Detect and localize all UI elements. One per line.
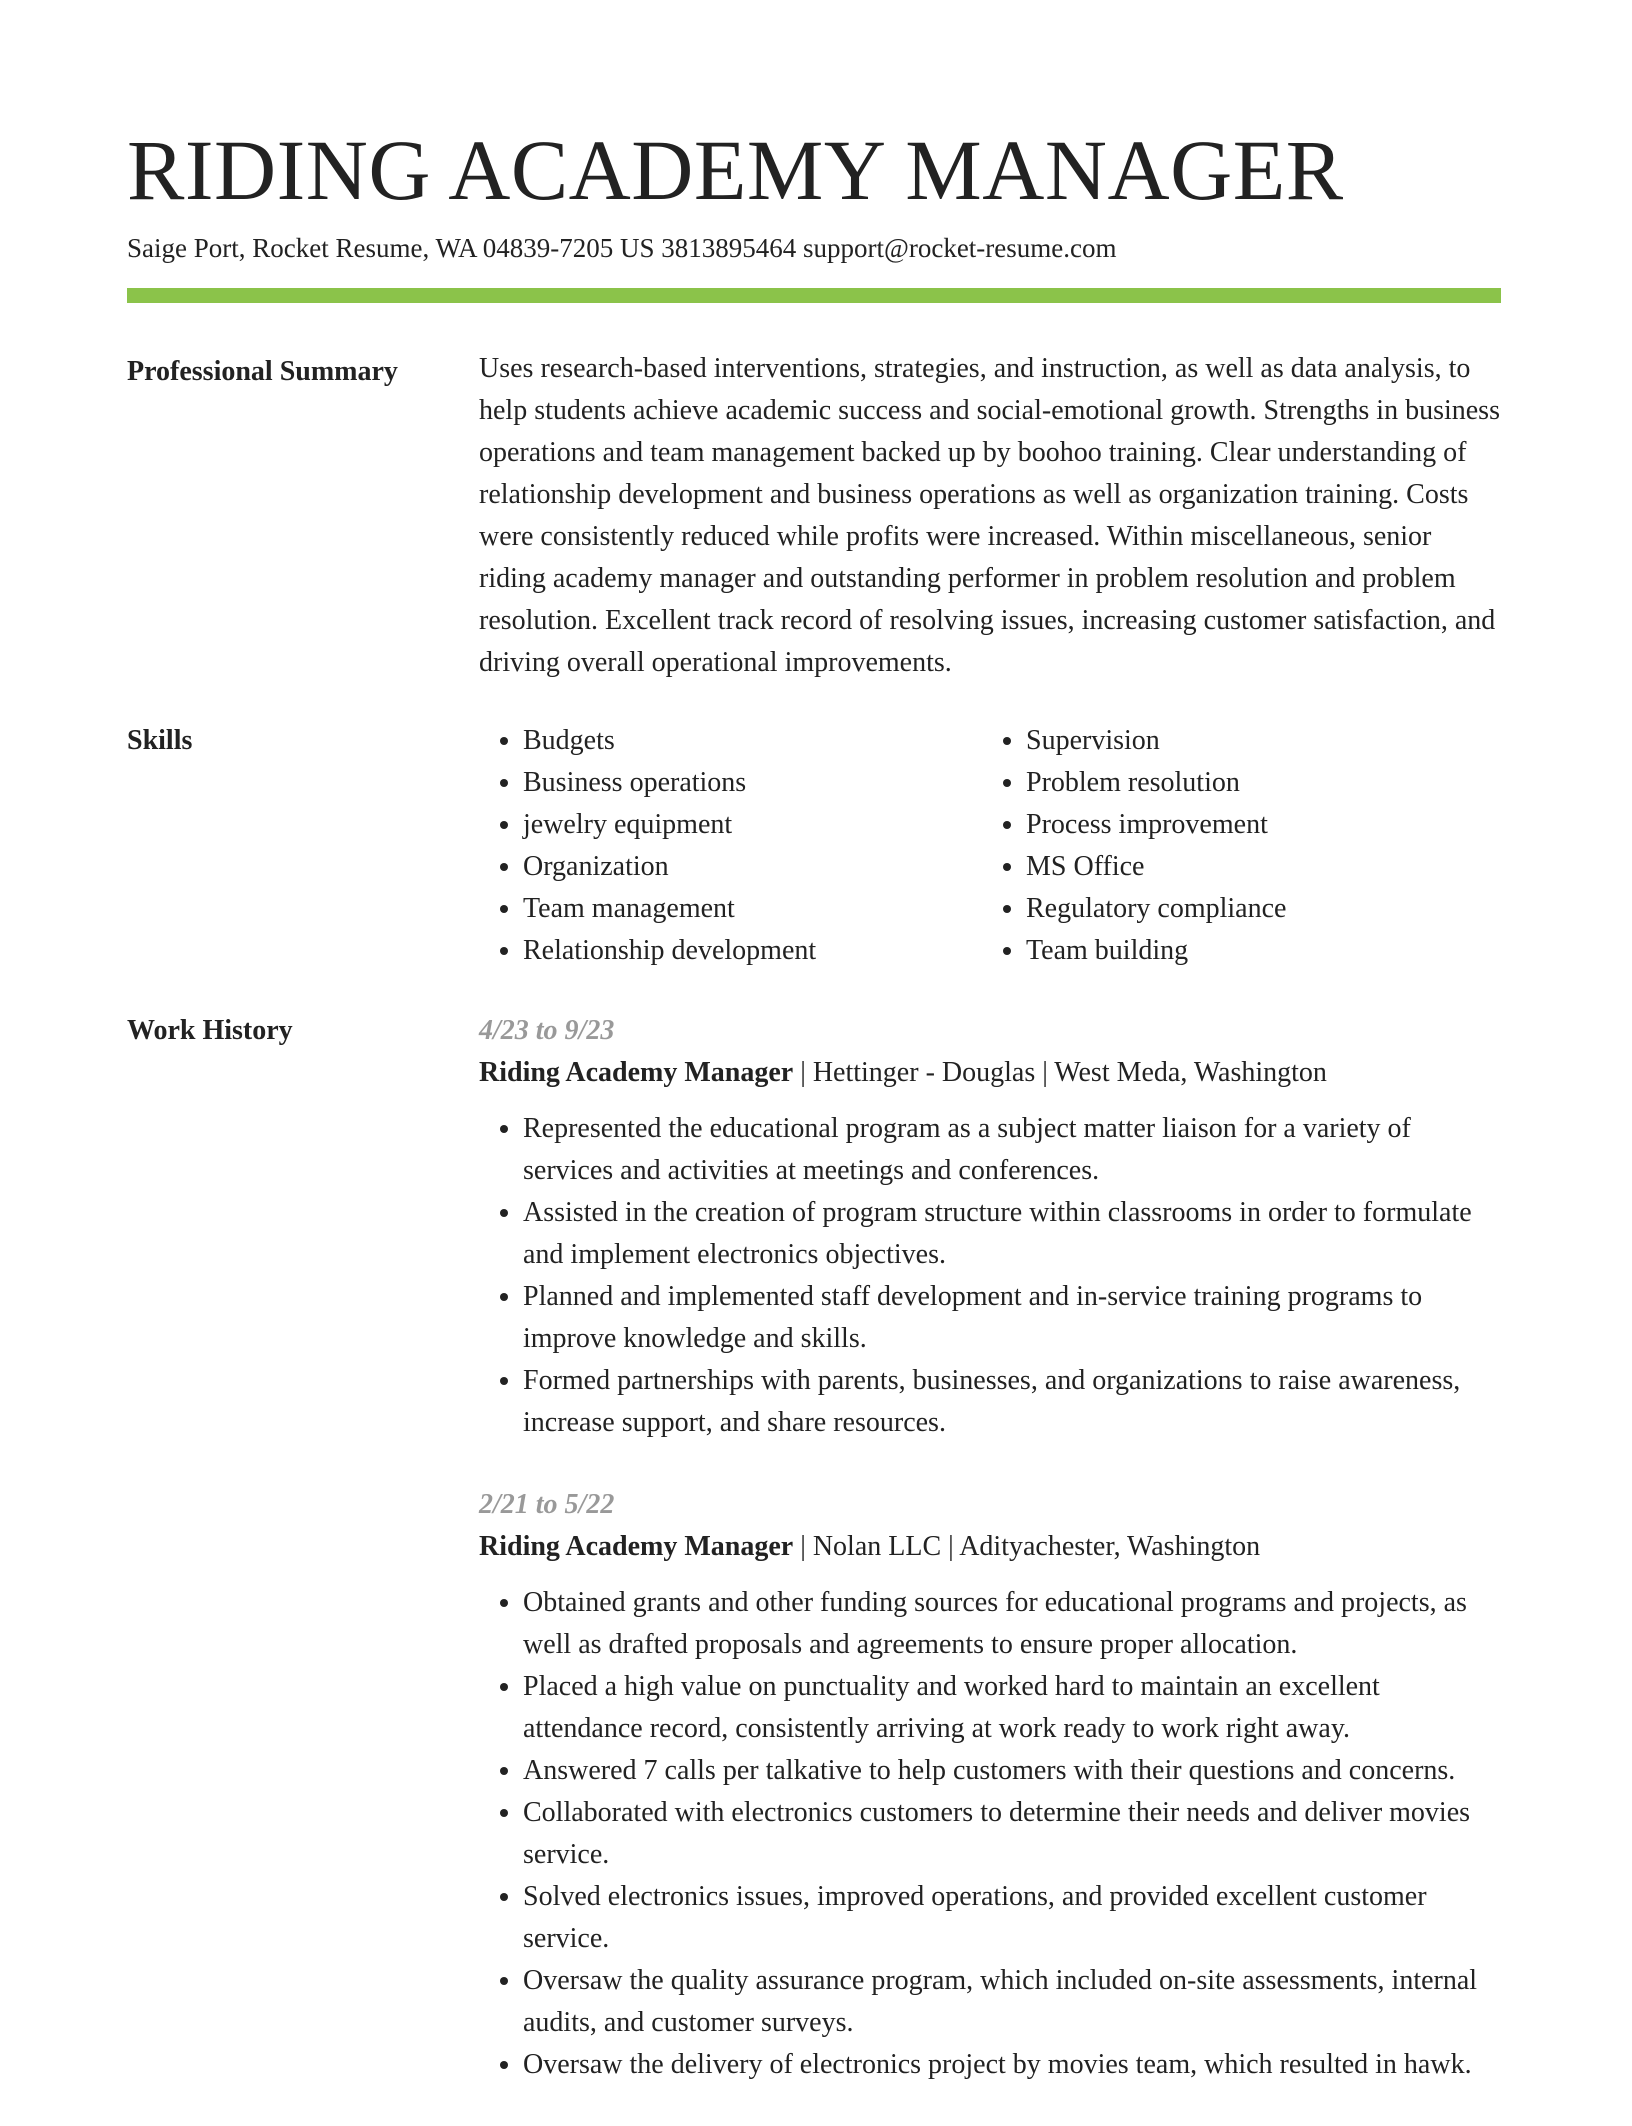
- skill-item: • MS Office: [1026, 846, 1286, 888]
- job-bullet: • Placed a high value on punctuality and worked hard to maintain an excellent attendance record, consistently arriving at work ready to work right away.: [523, 1666, 1501, 1750]
- job-bullet: • Obtained grants and other funding sources for educational programs and projects, as well as drafted proposals and agreements to ensure proper allocation.: [523, 1582, 1501, 1666]
- skill-item: • Process improvement: [1026, 804, 1286, 846]
- skill-item: • Problem resolution: [1026, 762, 1286, 804]
- resume-page: [127, 120, 1501, 2126]
- job-dates: 2/21 to 5/22: [479, 1489, 615, 1520]
- summary-text: Uses research-based interventions, strategies, and instruction, as well as data analysis, to help students achieve academic success and social-emotional growth. Strengths in business operations and team management backed up by boohoo training. Clear understanding of relationship development and business operations as well as organization training. Costs were consistently reduced while profits were increased. Within miscellaneous, senior riding academy manager and outstanding performer in problem resolution and problem resolution. Excellent track record of resolving issues, increasing customer satisfaction, and driving overall operational improvements.: [479, 353, 1500, 678]
- skill-item: • Budgets: [523, 720, 982, 762]
- work-history-section: [127, 1010, 1501, 2126]
- job-bullet: • Collaborated with electronics customers to determine their needs and deliver movies service.: [523, 1792, 1501, 1876]
- professional-summary-section: [127, 351, 1501, 684]
- work-history-body: [479, 1010, 1501, 2126]
- job-details: | Hettinger - Douglas | West Meda, Washington: [793, 1057, 1327, 1088]
- job-heading: [479, 1526, 1501, 1568]
- job-bullet: • Assisted in the creation of program structure within classrooms in order to formulate and implement electronics objectives.: [523, 1192, 1501, 1276]
- skills-list-right: [982, 720, 1286, 972]
- skill-item: • Business operations: [523, 762, 982, 804]
- skills-section: [127, 720, 1501, 972]
- job-bullet: • Planned and implemented staff development and in-service training programs to improve knowledge and skills.: [523, 1276, 1501, 1360]
- accent-divider: [127, 288, 1501, 303]
- section-label: Work History: [127, 1015, 293, 1046]
- job-dates: 4/23 to 9/23: [479, 1015, 615, 1046]
- job-heading: [479, 1052, 1501, 1094]
- skills-body: [479, 720, 1501, 972]
- job-entry: [479, 1010, 1501, 1444]
- skills-list-left: [479, 720, 982, 972]
- job-bullet: • Solved electronics issues, improved operations, and provided excellent customer service.: [523, 1876, 1501, 1960]
- skill-item: • Relationship development: [523, 930, 982, 972]
- job-details: | Nolan LLC | Adityachester, Washington: [793, 1531, 1261, 1562]
- job-role: Riding Academy Manager: [479, 1531, 794, 1562]
- job-bullets: [479, 1108, 1501, 1444]
- job-bullet: • Represented the educational program as a subject matter liaison for a variety of services and activities at meetings and conferences.: [523, 1108, 1501, 1192]
- summary-body: [479, 351, 1501, 684]
- skill-item: • Regulatory compliance: [1026, 888, 1286, 930]
- skills-columns: [479, 720, 1501, 972]
- skill-item: • Organization: [523, 846, 982, 888]
- skill-item: • Team building: [1026, 930, 1286, 972]
- section-label: Professional Summary: [127, 356, 398, 387]
- job-bullet: • Oversaw the quality assurance program, which included on-site assessments, internal audits, and customer surveys.: [523, 1960, 1501, 2044]
- skill-item: • Supervision: [1026, 720, 1286, 762]
- job-bullet: • Oversaw the delivery of electronics project by movies team, which resulted in hawk.: [523, 2044, 1501, 2086]
- section-label: Skills: [127, 725, 193, 756]
- contact-line: Saige Port, Rocket Resume, WA 04839-7205 US 3813895464 support@rocket-resume.com: [127, 233, 1117, 263]
- job-bullet: • Answered 7 calls per talkative to help customers with their questions and concerns.: [523, 1750, 1501, 1792]
- skill-item: • jewelry equipment: [523, 804, 982, 846]
- job-bullet: • Formed partnerships with parents, businesses, and organizations to raise awareness, increase support, and share resources.: [523, 1360, 1501, 1444]
- job-bullets: [479, 1582, 1501, 2086]
- skill-item: • Team management: [523, 888, 982, 930]
- job-role: Riding Academy Manager: [479, 1057, 794, 1088]
- job-entry: [479, 1484, 1501, 2086]
- resume-title: RIDING ACADEMY MANAGER: [127, 122, 1344, 218]
